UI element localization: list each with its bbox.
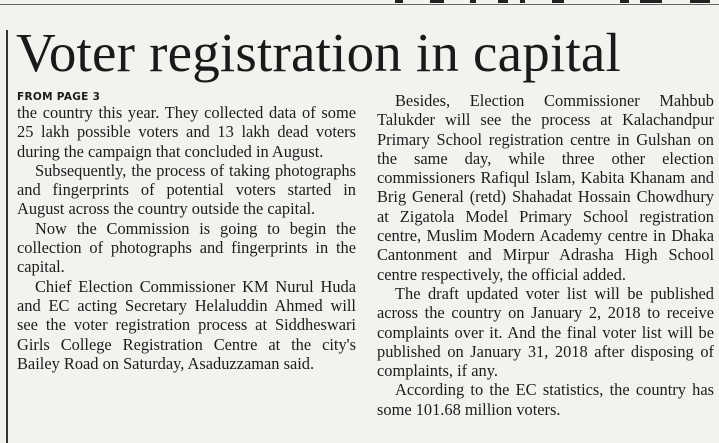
top-rule — [0, 0, 719, 5]
paragraph: The draft updated voter list will be published across the country on January 2, 2018 to receive complaints over it. And the final voter list will be published on January 31, 2018 after disposing of complaints, if any. — [377, 283, 714, 381]
right-column — [377, 91, 714, 419]
column-rule — [6, 30, 8, 443]
continuation-kicker: FROM PAGE 3 — [17, 91, 101, 103]
paragraph: the country this year. They collected data of some 25 lakh possible voters and 13 lakh dead voters during the campaign that concluded in August. — [17, 103, 356, 161]
paragraph: Subsequently, the process of taking photographs and fingerprints of potential voters started in August across the country outside the capital. — [17, 160, 356, 219]
left-column — [17, 91, 356, 373]
paragraph: According to the EC statistics, the country has some 101.68 million voters. — [377, 380, 714, 419]
paragraph: Besides, Election Commissioner Mahbub Talukder will see the process at Kalachandpur Primary School registration centre in Gulshan on the same day, while three other election commissioners Rafiqul Islam, Kabita Khanam and Brig General (retd) Shahadat Hossain Chowdhury at Zigatola Model Primary School registration centre, Muslim Modern Academy centre in Dhaka Cantonment and Mirpur Adrasha High School centre respectively, the official added. — [377, 91, 714, 284]
paragraph: Now the Commission is going to begin the collection of photographs and fingerprints in the capital. — [17, 218, 356, 277]
paragraph: Chief Election Commissioner KM Nurul Huda and EC acting Secretary Helaluddin Ahmed will see the voter registration process at Siddheswari Girls College Registration Centre at the city's Bailey Road on Saturday, Asaduzzaman said. — [17, 276, 356, 373]
headline: Voter registration in capital — [16, 22, 622, 83]
